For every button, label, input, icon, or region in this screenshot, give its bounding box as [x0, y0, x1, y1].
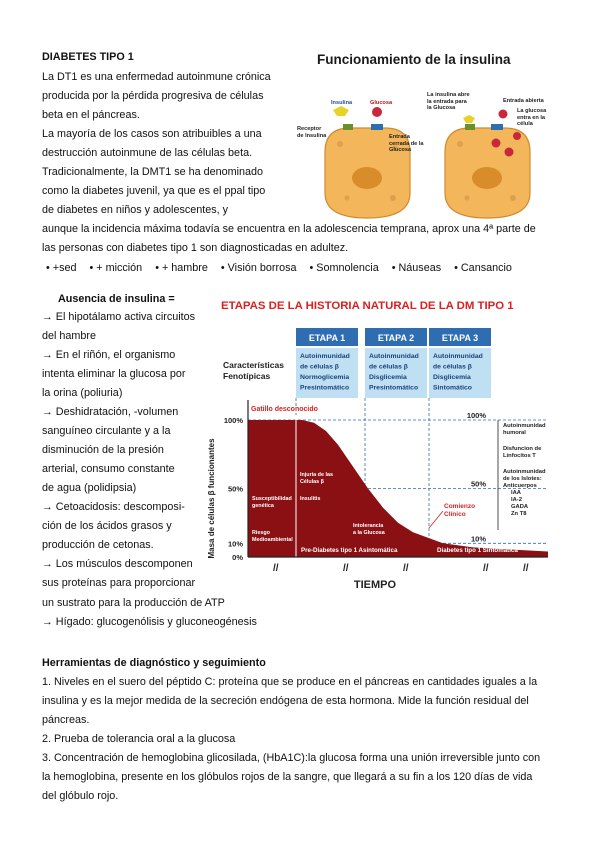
stage-feature: Autoinmunidad: [300, 353, 350, 360]
body-line: La mayoría de los casos son atribuibles a una: [42, 128, 262, 140]
y-tick-label: 0%: [232, 553, 243, 562]
annotation-insulitis: Insulitis: [300, 496, 321, 502]
label-receptor: Receptor de Insulina: [297, 126, 327, 139]
comienzo-pointer: [429, 511, 443, 528]
marker-linfocitos: Linfocitos T: [503, 453, 536, 459]
trigger-label: Gatillo desconocido: [251, 406, 318, 413]
body-line: producida por la pérdida progresiva de células: [42, 90, 264, 102]
label-entrada-cerrada: Entrada cerrada de la Glucosa: [389, 134, 424, 153]
y-tick-label: 100%: [223, 416, 243, 425]
stage-feature: Autoinmunidad: [369, 353, 419, 360]
body-line-full: aunque la incidencia máxima todavía se encuentra en la adolescencia temprana, aprox una 4ª parte de: [42, 223, 536, 235]
marker-islotes: Autoinmunidad: [503, 469, 546, 475]
body-line: sus proteínas para proporcionar: [42, 577, 196, 589]
annotation-injuria: Injuria de las: [300, 472, 333, 478]
stage-feature: Autoinmunidad: [433, 353, 483, 360]
marker-islotes: GADA: [511, 504, 529, 510]
annotation-susceptibilidad: Susceptibilidad: [252, 496, 292, 502]
body-line: destrucción autoinmune de las células beta.: [42, 147, 253, 159]
symptom-item: • Somnolencia: [309, 262, 379, 274]
section-heading-ausencia: Ausencia de insulina =: [58, 293, 175, 305]
glucose-molecule: [372, 107, 382, 117]
body-line: sanguíneo circulante y a la: [42, 425, 171, 437]
section-heading-dt1: DIABETES TIPO 1: [42, 51, 134, 63]
body-line-full: las personas con diabetes tipo 1 son diagnosticadas en adultez.: [42, 242, 349, 254]
marker-humoral: humoral: [503, 430, 526, 436]
body-line: de agua (polidipsia): [42, 482, 137, 494]
body-line: como la diabetes juvenil, ya que es el ppal tipo: [42, 185, 266, 197]
body-line: de diabetes en niños y adolescentes, y: [42, 204, 229, 216]
axis-break: //: [403, 563, 409, 574]
body-line: → Los músculos descomponen: [42, 558, 193, 570]
stage-feature: de células β: [433, 363, 472, 371]
body-line: → Deshidratación, -volumen: [42, 406, 179, 418]
marker-islotes: Anticuerpos: [503, 483, 537, 489]
marker-islotes: Zn T8: [511, 511, 527, 517]
body-line-full: un sustrato para la producción de ATP: [42, 597, 225, 609]
dm1-stages-chart: [203, 290, 570, 595]
stage-feature: de células β: [369, 363, 408, 371]
body-line: 3. Concentración de hemoglobina glicosilada, (HbA1C):la glucosa forma una unión irreversible junto con: [42, 752, 541, 764]
stage-feature: Disglicemia: [433, 374, 471, 381]
stage-feature: Disglicemia: [369, 374, 407, 381]
marker-linfocitos: Disfuncion de: [503, 446, 542, 452]
marker-humoral: Autoinmunidad: [503, 423, 546, 429]
row-header-label: Características: [223, 360, 284, 370]
symptom-item: • Náuseas: [391, 262, 442, 274]
axis-break: //: [483, 563, 489, 574]
stage-feature: Normoglicemia: [300, 374, 350, 381]
label-entrada-abierta: Entrada abierta: [503, 98, 544, 104]
body-line: → El hipotálamo activa circuitos: [42, 311, 196, 323]
symptom-item: • +sed: [46, 262, 77, 274]
body-line-full: → Hígado: glucogenólisis y gluconeogénesis: [42, 616, 257, 628]
marker-islotes: de los Islotes:: [503, 476, 542, 482]
symptom-list: [46, 261, 522, 275]
stage-feature: Sintomático: [433, 384, 472, 392]
body-line: la hemoglobina, presente en los glóbulos rojos de la sangre, que llegará a su fin a los 120 días de vida: [42, 771, 533, 783]
body-line: 2. Prueba de tolerancia oral a la glucosa: [42, 733, 236, 745]
y-tick-label: 10%: [227, 539, 243, 549]
body-line: → En el riñón, el organismo: [42, 349, 176, 361]
chart-canvas: [203, 290, 570, 595]
annotation-intolerancia: a la Glucosa: [353, 530, 385, 536]
body-line: producción de cetonas.: [42, 539, 154, 551]
annotation-riesgo: Medioambiental: [252, 537, 293, 543]
right-tick-label: 10%: [470, 534, 486, 544]
symptom-item: • + hambre: [155, 262, 208, 274]
chart-title: ETAPAS DE LA HISTORIA NATURAL DE LA DM TIPO 1: [221, 300, 514, 312]
body-line: Tradicionalmente, la DMT1 se ha denominado: [42, 166, 264, 178]
axis-break: //: [523, 563, 529, 574]
annotation-comienzo: Clínico: [444, 511, 466, 518]
axis-break: //: [273, 563, 279, 574]
band-prediabetes: Pre-Diabetes tipo 1 Asintomática: [301, 547, 398, 554]
body-line: insulina y es la mejor medida de la secreción endógena de esta hormona. Mide la función residual del: [42, 695, 529, 707]
annotation-riesgo: Riesgo: [252, 530, 270, 536]
body-line: beta en el páncreas.: [42, 109, 140, 121]
axis-break: //: [343, 563, 349, 574]
cell-closed: [325, 106, 410, 218]
body-line: La DT1 es una enfermedad autoinmune crónica: [42, 71, 271, 83]
y-tick-label: 50%: [227, 484, 243, 494]
insulin-molecule: [333, 106, 349, 116]
stage-feature: de células β: [300, 363, 339, 371]
symptom-item: • + micción: [89, 262, 143, 274]
stage-feature: Presintomático: [369, 384, 419, 392]
symptom-item: • Visión borrosa: [220, 262, 297, 274]
annotation-comienzo: Comienzo: [444, 503, 476, 510]
marker-islotes: IAA: [511, 490, 521, 496]
body-line: → Cetoacidosis: descomposi-: [42, 501, 185, 513]
body-line: 1. Niveles en el suero del péptido C: proteína que se produce en el páncreas en cantidades iguales a la: [42, 676, 538, 688]
label-insulina-abre: La insulina abre la entrada para la Glucosa: [427, 92, 470, 111]
body-line: intenta eliminar la glucosa por: [42, 368, 186, 380]
body-line: del hambre: [42, 330, 97, 342]
annotation-susceptibilidad: genética: [252, 503, 274, 509]
x-axis-label: TIEMPO: [353, 579, 397, 591]
stage-label: ETAPA 1: [308, 333, 346, 343]
section-heading-herramientas: Herramientas de diagnóstico y seguimiento: [42, 657, 266, 669]
insulin-function-figure: [295, 48, 557, 220]
body-line: la orina (poliuria): [42, 387, 123, 399]
right-tick-label: 50%: [470, 479, 486, 489]
body-line: páncreas.: [42, 714, 90, 726]
y-axis-label: Masa de células β funcionantes: [207, 438, 216, 559]
figure-title: Funcionamiento de la insulina: [317, 52, 511, 67]
body-line: disminución de la presión: [42, 444, 164, 456]
body-line: ción de los ácidos grasos y: [42, 520, 172, 532]
row-header-label: Fenotípicas: [223, 371, 271, 381]
stage-feature: Presintomático: [300, 384, 350, 392]
label-glucosa: Glucosa: [370, 100, 393, 106]
body-line: del glóbulo rojo.: [42, 790, 119, 802]
marker-islotes: IA-2: [511, 497, 522, 503]
band-diabetes: Diabetes tipo 1 Sintomática: [437, 547, 518, 554]
label-glucosa-entra: La glucosa entra en la célula: [517, 108, 547, 127]
right-tick-label: 100%: [466, 411, 486, 420]
annotation-intolerancia: Intolerancia: [353, 523, 384, 529]
symptom-item: • Cansancio: [454, 262, 512, 274]
stage-label: ETAPA 3: [441, 333, 479, 343]
annotation-injuria: Células β: [300, 479, 324, 485]
stage-label: ETAPA 2: [377, 333, 415, 343]
label-insulina: Insulina: [331, 100, 353, 106]
body-line: arterial, consumo constante: [42, 463, 175, 475]
